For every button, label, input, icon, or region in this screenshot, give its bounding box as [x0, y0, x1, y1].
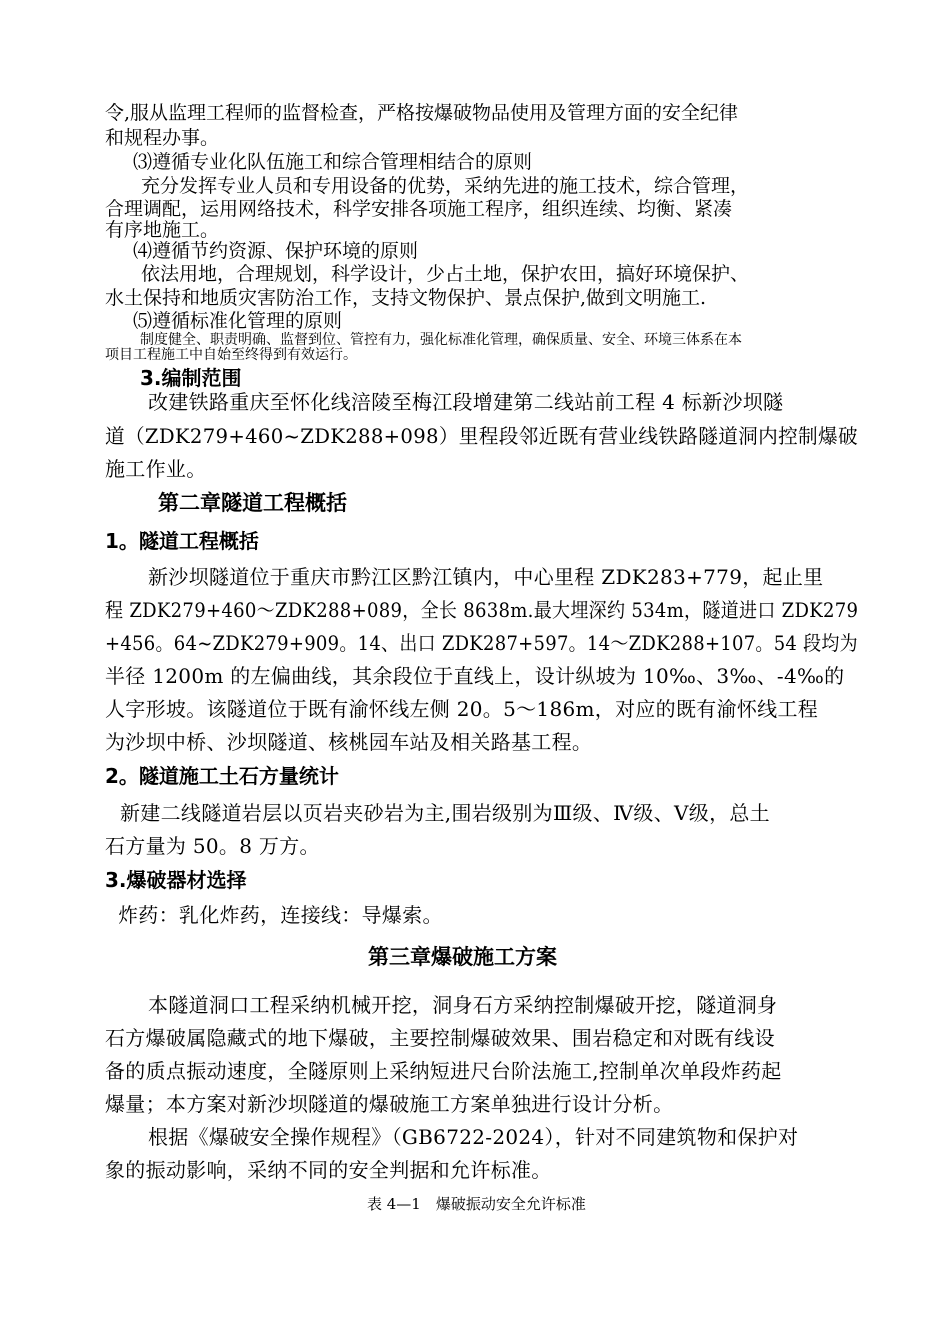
section-heading: 3.爆破器材选择	[105, 868, 247, 892]
paragraph-line: 水土保持和地质灾害防治工作，支持文物保护、景点保护,做到文明施工.	[105, 287, 707, 309]
paragraph-line: 爆量；本方案对新沙坝隧道的爆破施工方案单独进行设计分析。	[105, 1092, 674, 1116]
section-heading: 3.编制范围	[140, 366, 242, 390]
paragraph-line: 和规程办事。	[105, 127, 220, 149]
paragraph-line: 改建铁路重庆至怀化线涪陵至梅江段增建第二线站前工程 4 标新沙坝隧	[148, 390, 784, 414]
principle-heading: ⑸遵循标准化管理的原则	[133, 310, 343, 332]
paragraph-line: 项目工程施工中自始至终得到有效运行。	[105, 347, 357, 363]
paragraph-line: 依法用地，合理规划，科学设计，少占土地，保护农田，搞好环境保护、	[141, 263, 750, 285]
section-heading: 1。隧道工程概括	[105, 529, 259, 553]
paragraph-line: 有序地施工。	[105, 219, 220, 241]
paragraph-line: 石方量为 50。8 万方。	[105, 834, 320, 858]
paragraph-line: 施工作业。	[105, 457, 207, 481]
paragraph-line: 备的质点振动速度，全隧原则上采纳短进尺台阶法施工,控制单次单段炸药起	[105, 1059, 782, 1083]
paragraph-line: 石方爆破属隐藏式的地下爆破，主要控制爆破效果、围岩稳定和对既有线设	[105, 1026, 775, 1050]
paragraph-line: +456。64~ZDK279+909。14、出口 ZDK287+597。14～ZDK288+107。54 段均为	[105, 631, 858, 655]
principle-heading: ⑶遵循专业化队伍施工和综合管理相结合的原则	[133, 151, 533, 173]
paragraph-line: 半径 1200m 的左偏曲线，其余段位于直线上，设计纵坡为 10‰、3‰、-4‰的	[105, 664, 845, 688]
paragraph-line: 根据《爆破安全操作规程》（GB6722-2024），针对不同建筑物和保护对	[148, 1125, 799, 1149]
paragraph-line: 人字形坡。该隧道位于既有渝怀线左侧 20。5～186m，对应的既有渝怀线工程	[105, 697, 819, 721]
paragraph-line: 令,服从监理工程师的监督检查，严格按爆破物品使用及管理方面的安全纪律	[105, 102, 739, 124]
paragraph-line: 象的振动影响，采纳不同的安全判据和允许标准。	[105, 1158, 552, 1182]
chapter-heading: 第三章爆破施工方案	[368, 945, 557, 969]
paragraph-line: 制度健全、职责明确、监督到位、管控有力，强化标准化管理，确保质量、安全、环境三体系在本	[140, 332, 742, 348]
paragraph-line: 程 ZDK279+460～ZDK288+089，全长 8638m.最大埋深约 534m，隧道进口 ZDK279	[105, 598, 859, 622]
chapter-heading: 第二章隧道工程概括	[158, 491, 347, 515]
paragraph-line: 为沙坝中桥、沙坝隧道、核桃园车站及相关路基工程。	[105, 730, 593, 754]
paragraph-line: 合理调配，运用网络技术，科学安排各项施工程序，组织连续、均衡、紧凑	[105, 198, 733, 220]
paragraph-line: 充分发挥专业人员和专用设备的优势，采纳先进的施工技术，综合管理，	[141, 175, 750, 197]
paragraph-line: 道（ZDK279+460~ZDK288+098）里程段邻近既有营业线铁路隧道洞内控制爆破	[105, 424, 858, 448]
paragraph-line: 本隧道洞口工程采纳机械开挖，洞身石方采纳控制爆破开挖，隧道洞身	[148, 993, 778, 1017]
table-caption: 表 4—1 爆破振动安全允许标准	[367, 1195, 586, 1213]
principle-heading: ⑷遵循节约资源、保护环境的原则	[133, 240, 419, 262]
paragraph-line: 新建二线隧道岩层以页岩夹砂岩为主,围岩级别为Ⅲ级、Ⅳ级、Ⅴ级，总土	[120, 801, 770, 825]
paragraph-line: 炸药：乳化炸药，连接线：导爆索。	[118, 903, 443, 927]
section-heading: 2。隧道施工土石方量统计	[105, 764, 339, 788]
paragraph-line: 新沙坝隧道位于重庆市黔江区黔江镇内，中心里程 ZDK283+779，起止里	[148, 565, 824, 589]
